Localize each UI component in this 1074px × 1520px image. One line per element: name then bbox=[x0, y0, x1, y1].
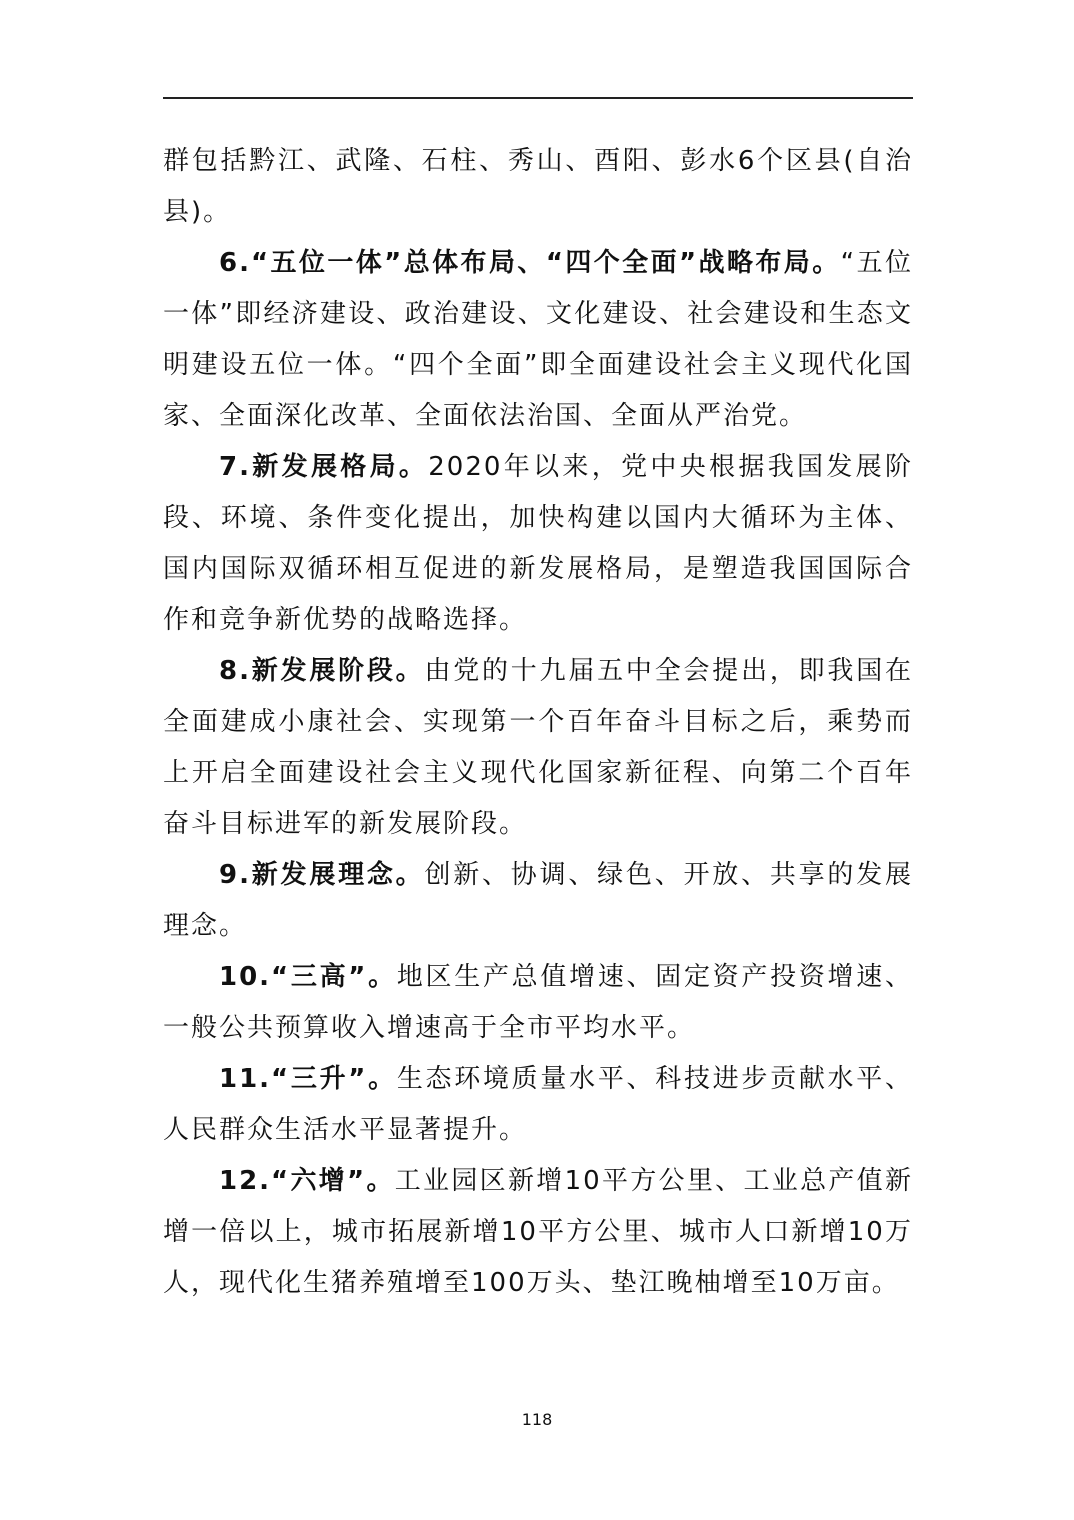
paragraph-item-10 bbox=[163, 952, 913, 1054]
paragraph-lead: 8.新发展阶段。 bbox=[219, 656, 425, 686]
paragraph-text: 地区生产总值增速、固定资产投资增速、一般公共预算收入增速高于全市平均水平。 bbox=[163, 962, 913, 1043]
paragraph-item-9 bbox=[163, 850, 913, 952]
paragraph-lead: 9.新发展理念。 bbox=[219, 860, 425, 890]
paragraph-text: 2020年以来，党中央根据我国发展阶段、环境、条件变化提出，加快构建以国内大循环为主体、国内国际双循环相互促进的新发展格局，是塑造我国国际合作和竞争新优势的战略选择。 bbox=[163, 452, 914, 635]
paragraph-item-6 bbox=[163, 238, 913, 442]
paragraph-item-11 bbox=[163, 1054, 913, 1156]
paragraph-lead: 6.“五位一体”总体布局、“四个全面”战略布局。 bbox=[219, 248, 841, 278]
paragraph-item-8 bbox=[163, 646, 913, 850]
paragraph-lead: 12.“六增”。 bbox=[219, 1166, 395, 1196]
paragraph-text: 创新、协调、绿色、开放、共享的发展理念。 bbox=[163, 860, 913, 941]
paragraph-text: 群包括黔江、武隆、石柱、秀山、酉阳、彭水6个区县(自治县)。 bbox=[163, 146, 913, 227]
paragraph-text: 生态环境质量水平、科技进步贡献水平、人民群众生活水平显著提升。 bbox=[163, 1064, 913, 1145]
paragraph-text: 工业园区新增10平方公里、工业总产值新增一倍以上，城市拓展新增10平方公里、城市人口新增10万人，现代化生猪养殖增至100万头、垫江晚柚增至10万亩。 bbox=[163, 1166, 913, 1298]
paragraph-item-7 bbox=[163, 442, 913, 646]
paragraph-lead: 10.“三高”。 bbox=[219, 962, 397, 992]
paragraph-item-12 bbox=[163, 1156, 913, 1309]
paragraph-lead: 7.新发展格局。 bbox=[219, 452, 429, 482]
paragraph-text: “五位一体”即经济建设、政治建设、文化建设、社会建设和生态文明建设五位一体。“四个全面”即全面建设社会主义现代化国家、全面深化改革、全面依法治国、全面从严治党。 bbox=[163, 248, 913, 431]
header-rule bbox=[163, 97, 913, 99]
paragraph-continuation bbox=[163, 136, 913, 238]
paragraph-text: 由党的十九届五中全会提出，即我国在全面建成小康社会、实现第一个百年奋斗目标之后，乘势而上开启全面建设社会主义现代化国家新征程、向第二个百年奋斗目标进军的新发展阶段。 bbox=[163, 656, 913, 839]
page-number: 118 bbox=[521, 1410, 553, 1429]
document-body bbox=[163, 136, 913, 1309]
paragraph-lead: 11.“三升”。 bbox=[219, 1064, 397, 1094]
